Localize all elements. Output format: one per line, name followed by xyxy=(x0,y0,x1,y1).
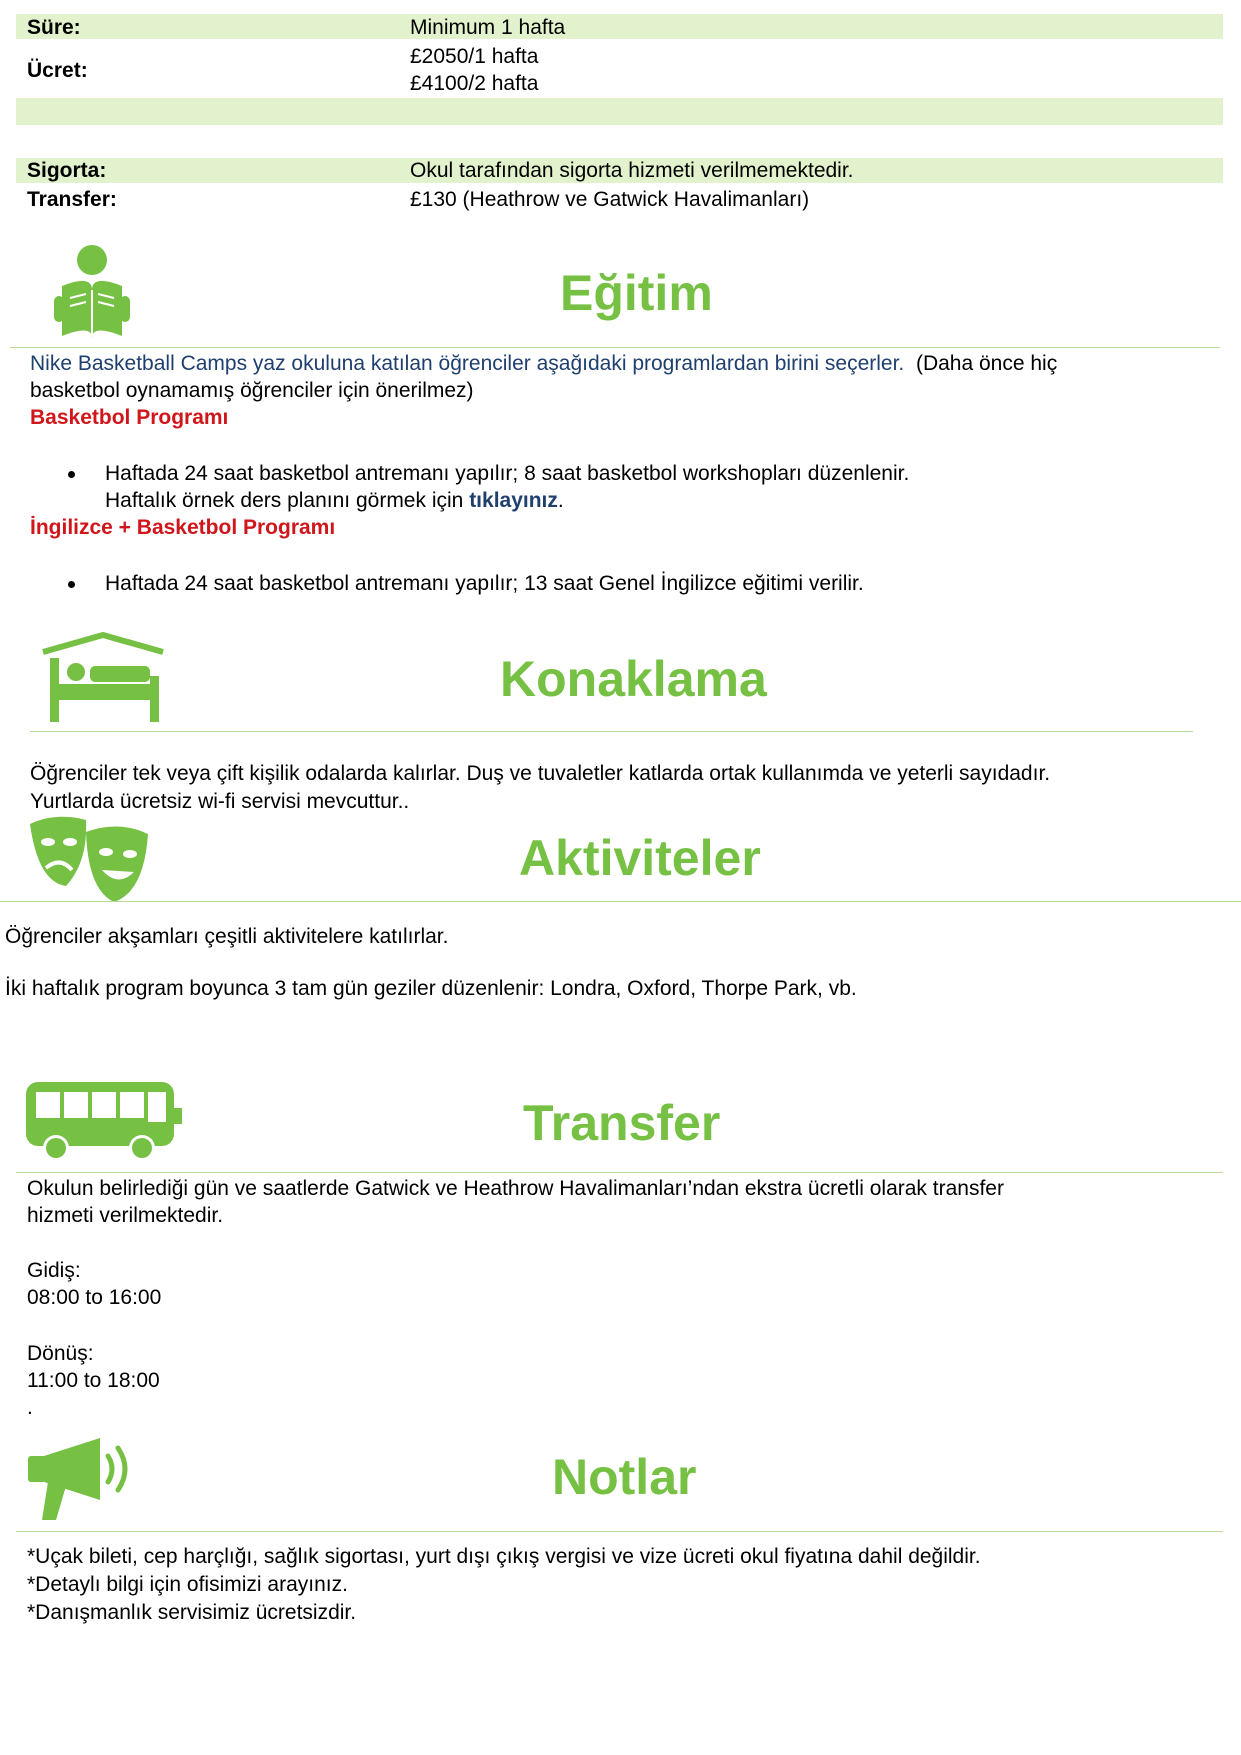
info-empty-band xyxy=(16,98,1223,125)
transfer-label: Transfer: xyxy=(27,188,117,211)
transfer-dot: . xyxy=(27,1396,33,1419)
note-3: *Danışmanlık servisimiz ücretsizdir. xyxy=(27,1601,357,1624)
transfer-line2: hizmeti verilmektedir. xyxy=(27,1204,224,1227)
konaklama-heading: Konaklama xyxy=(500,651,767,707)
egitim-intro-line1 xyxy=(30,350,1057,377)
ders-plani-link[interactable]: tıklayınız xyxy=(469,489,558,512)
program1-bullet-text: Haftalık örnek ders planını görmek için xyxy=(105,489,464,512)
egitim-intro-line2: basketbol oynamamış öğrenciler için önerilmez) xyxy=(30,379,474,402)
donus-time: 11:00 to 18:00 xyxy=(27,1369,160,1392)
program1-bullet-period: . xyxy=(557,489,564,512)
program1-bullet-line1: Haftada 24 saat basketbol antremanı yapılır; 8 saat basketbol workshopları düzenlenir. xyxy=(105,462,910,485)
section-divider xyxy=(30,731,1193,732)
sure-label: Süre: xyxy=(27,16,81,39)
konaklama-line1: Öğrenciler tek veya çift kişilik odalarda kalırlar. Duş ve tuvaletler katlarda ortak kullanımda ve yeterli sayıdadır. xyxy=(30,762,1051,785)
egitim-heading: Eğitim xyxy=(560,265,713,321)
gidis-time: 08:00 to 16:00 xyxy=(27,1286,162,1309)
bus-icon xyxy=(24,1080,184,1162)
section-divider xyxy=(16,1172,1223,1173)
transfer-heading: Transfer xyxy=(523,1095,721,1151)
program1-title: Basketbol Programı xyxy=(30,406,229,429)
notlar-heading: Notlar xyxy=(552,1449,697,1505)
bullet-dot xyxy=(68,471,75,478)
konaklama-line2: Yurtlarda ücretsiz wi-fi servisi mevcuttur.. xyxy=(30,790,410,813)
ucret-label: Ücret: xyxy=(27,59,88,82)
program2-bullet: Haftada 24 saat basketbol antremanı yapılır; 13 saat Genel İngilizce eğitimi verilir. xyxy=(105,572,864,595)
sure-value: Minimum 1 hafta xyxy=(410,16,566,39)
ucret-value-2: £4100/2 hafta xyxy=(410,72,539,95)
aktiviteler-line1: Öğrenciler akşamları çeşitli aktivitelere katılırlar. xyxy=(5,925,449,948)
transfer-value: £130 (Heathrow ve Gatwick Havalimanları) xyxy=(410,188,810,211)
note-1: *Uçak bileti, cep harçlığı, sağlık sigortası, yurt dışı çıkış vergisi ve vize ücreti okul fiyatına dahil değildir. xyxy=(27,1545,981,1568)
transfer-line1: Okulun belirlediği gün ve saatlerde Gatwick ve Heathrow Havalimanları’ndan ekstra ücretli olarak transfer xyxy=(27,1177,1004,1200)
megaphone-icon xyxy=(26,1434,144,1522)
bullet-dot xyxy=(68,581,75,588)
sigorta-value: Okul tarafından sigorta hizmeti verilmemektedir. xyxy=(410,159,854,182)
ucret-value-1: £2050/1 hafta xyxy=(410,45,539,68)
gidis-label: Gidiş: xyxy=(27,1259,81,1282)
sigorta-label: Sigorta: xyxy=(27,159,107,182)
aktiviteler-heading: Aktiviteler xyxy=(519,830,761,886)
theater-masks-icon xyxy=(26,812,154,902)
egitim-intro-rest: (Daha önce hiç xyxy=(915,352,1058,375)
aktiviteler-line2: İki haftalık program boyunca 3 tam gün geziler düzenlenir: Londra, Oxford, Thorpe Park, vb. xyxy=(5,977,857,1000)
info-row-band xyxy=(16,14,1223,39)
reading-person-icon xyxy=(52,244,132,340)
program2-title: İngilizce + Basketbol Programı xyxy=(30,516,336,539)
note-2: *Detaylı bilgi için ofisimizi arayınız. xyxy=(27,1573,348,1596)
section-divider xyxy=(16,1531,1223,1532)
section-divider xyxy=(10,347,1220,348)
section-divider xyxy=(0,901,1241,902)
egitim-intro-highlight: Nike Basketball Camps yaz okuluna katılan öğrenciler aşağıdaki programlardan birini seçerler. xyxy=(30,352,905,375)
donus-label: Dönüş: xyxy=(27,1342,94,1365)
bed-icon xyxy=(40,632,166,724)
program1-bullet-line2 xyxy=(105,487,564,514)
